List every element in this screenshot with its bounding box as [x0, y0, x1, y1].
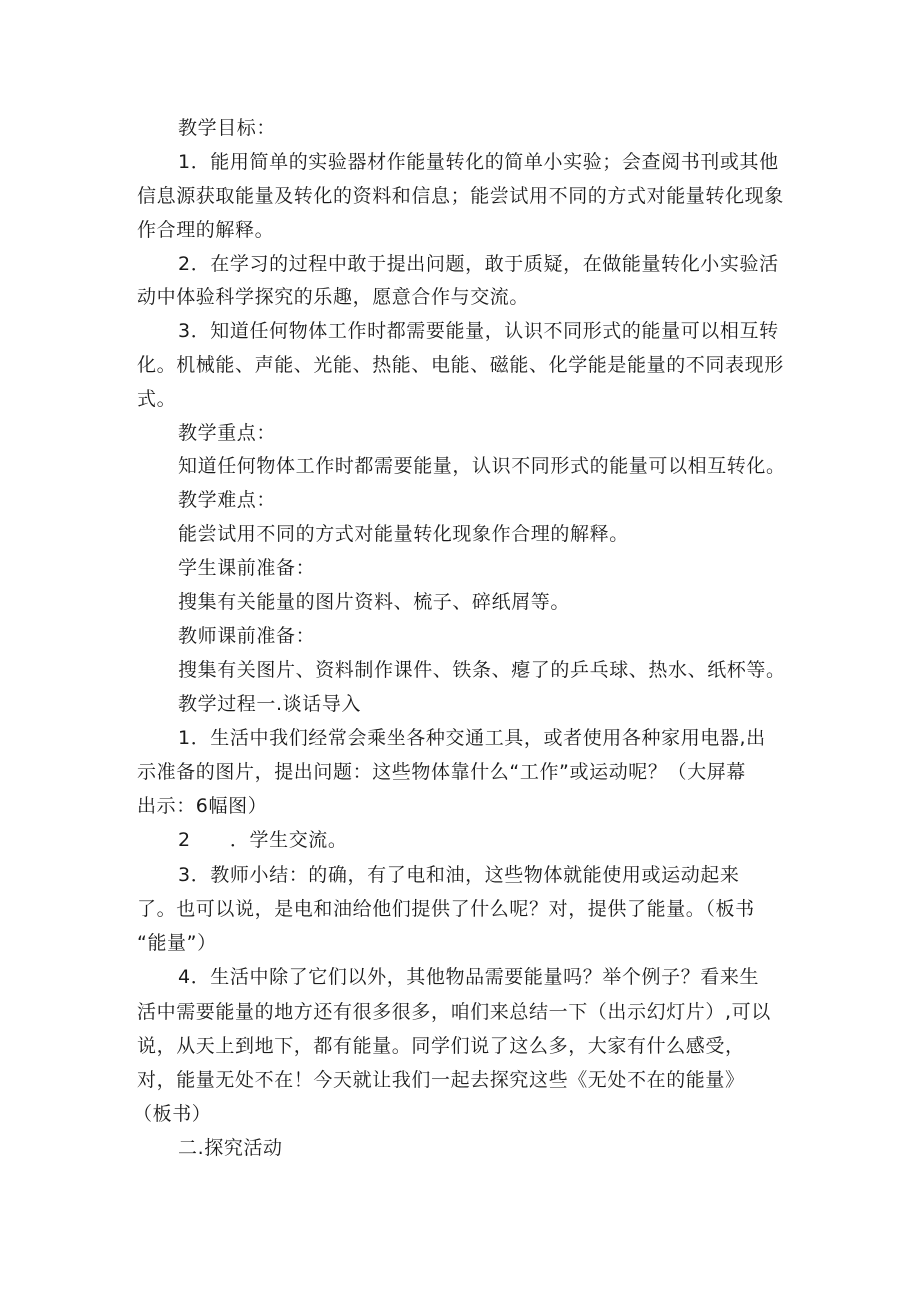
- text-line: 活中需要能量的地方还有很多很多，咱们来总结一下（出示幻灯片）,可以: [137, 1001, 771, 1023]
- text-line: 3．教师小结：的确，有了电和油，这些物体就能使用或运动起来: [178, 864, 740, 886]
- text-line: 搜集有关能量的图片资料、梳子、碎纸屑等。: [178, 591, 571, 613]
- heading-objectives: 教学目标：: [178, 117, 277, 139]
- heading-activity: 二.探究活动: [178, 1137, 283, 1159]
- text-line: 4．生活中除了它们以外，其他物品需要能量吗？举个例子？看来生: [178, 966, 760, 988]
- text-line: 动中体验科学探究的乐趣，愿意合作与交流。: [137, 286, 530, 308]
- text-line: 出示：6幅图）: [137, 795, 268, 817]
- text-line: 示准备的图片，提出问题：这些物体靠什么“工作”或运动呢？（大屏幕: [137, 761, 746, 783]
- heading-difficulties: 教学难点：: [178, 489, 277, 511]
- text-line: 2 ．学生交流。: [178, 829, 348, 851]
- text-line: 化。机械能、声能、光能、热能、电能、磁能、化学能是能量的不同表现形: [137, 354, 784, 376]
- text-line: 2．在学习的过程中敢于提出问题，敢于质疑，在做能量转化小实验活: [178, 253, 779, 275]
- text-line: 能尝试用不同的方式对能量转化现象作合理的解释。: [178, 523, 629, 545]
- heading-process: 教学过程一.谈话导入: [178, 693, 362, 715]
- text-line: 3．知道任何物体工作时都需要能量，认识不同形式的能量可以相互转: [178, 320, 779, 342]
- heading-teacher-prep: 教师课前准备：: [178, 625, 316, 647]
- text-line: 信息源获取能量及转化的资料和信息；能尝试用不同的方式对能量转化现象: [137, 185, 784, 207]
- text-line: （板书）: [133, 1103, 212, 1125]
- text-line: 式。: [137, 388, 177, 410]
- text-line: 知道任何物体工作时都需要能量，认识不同形式的能量可以相互转化。: [178, 455, 786, 477]
- text-line: 1．生活中我们经常会乘坐各种交通工具，或者使用各种家用电器,出: [178, 727, 766, 749]
- text-line: 了。也可以说，是电和油给他们提供了什么呢？对，提供了能量。（板书: [137, 898, 755, 920]
- text-line: 对，能量无处不在！今天就让我们一起去探究这些《无处不在的能量》: [137, 1069, 745, 1091]
- text-line: 作合理的解释。: [137, 219, 275, 241]
- text-line: 1．能用简单的实验器材作能量转化的简单小实验；会查阅书刊或其他: [178, 151, 779, 173]
- heading-student-prep: 学生课前准备：: [178, 557, 316, 579]
- heading-key-points: 教学重点：: [178, 422, 277, 444]
- text-line: “能量”）: [137, 932, 217, 954]
- text-line: 搜集有关图片、资料制作课件、铁条、瘪了的乒乓球、热水、纸杯等。: [178, 659, 786, 681]
- text-line: 说，从天上到地下，都有能量。同学们说了这么多，大家有什么感受，: [137, 1035, 745, 1057]
